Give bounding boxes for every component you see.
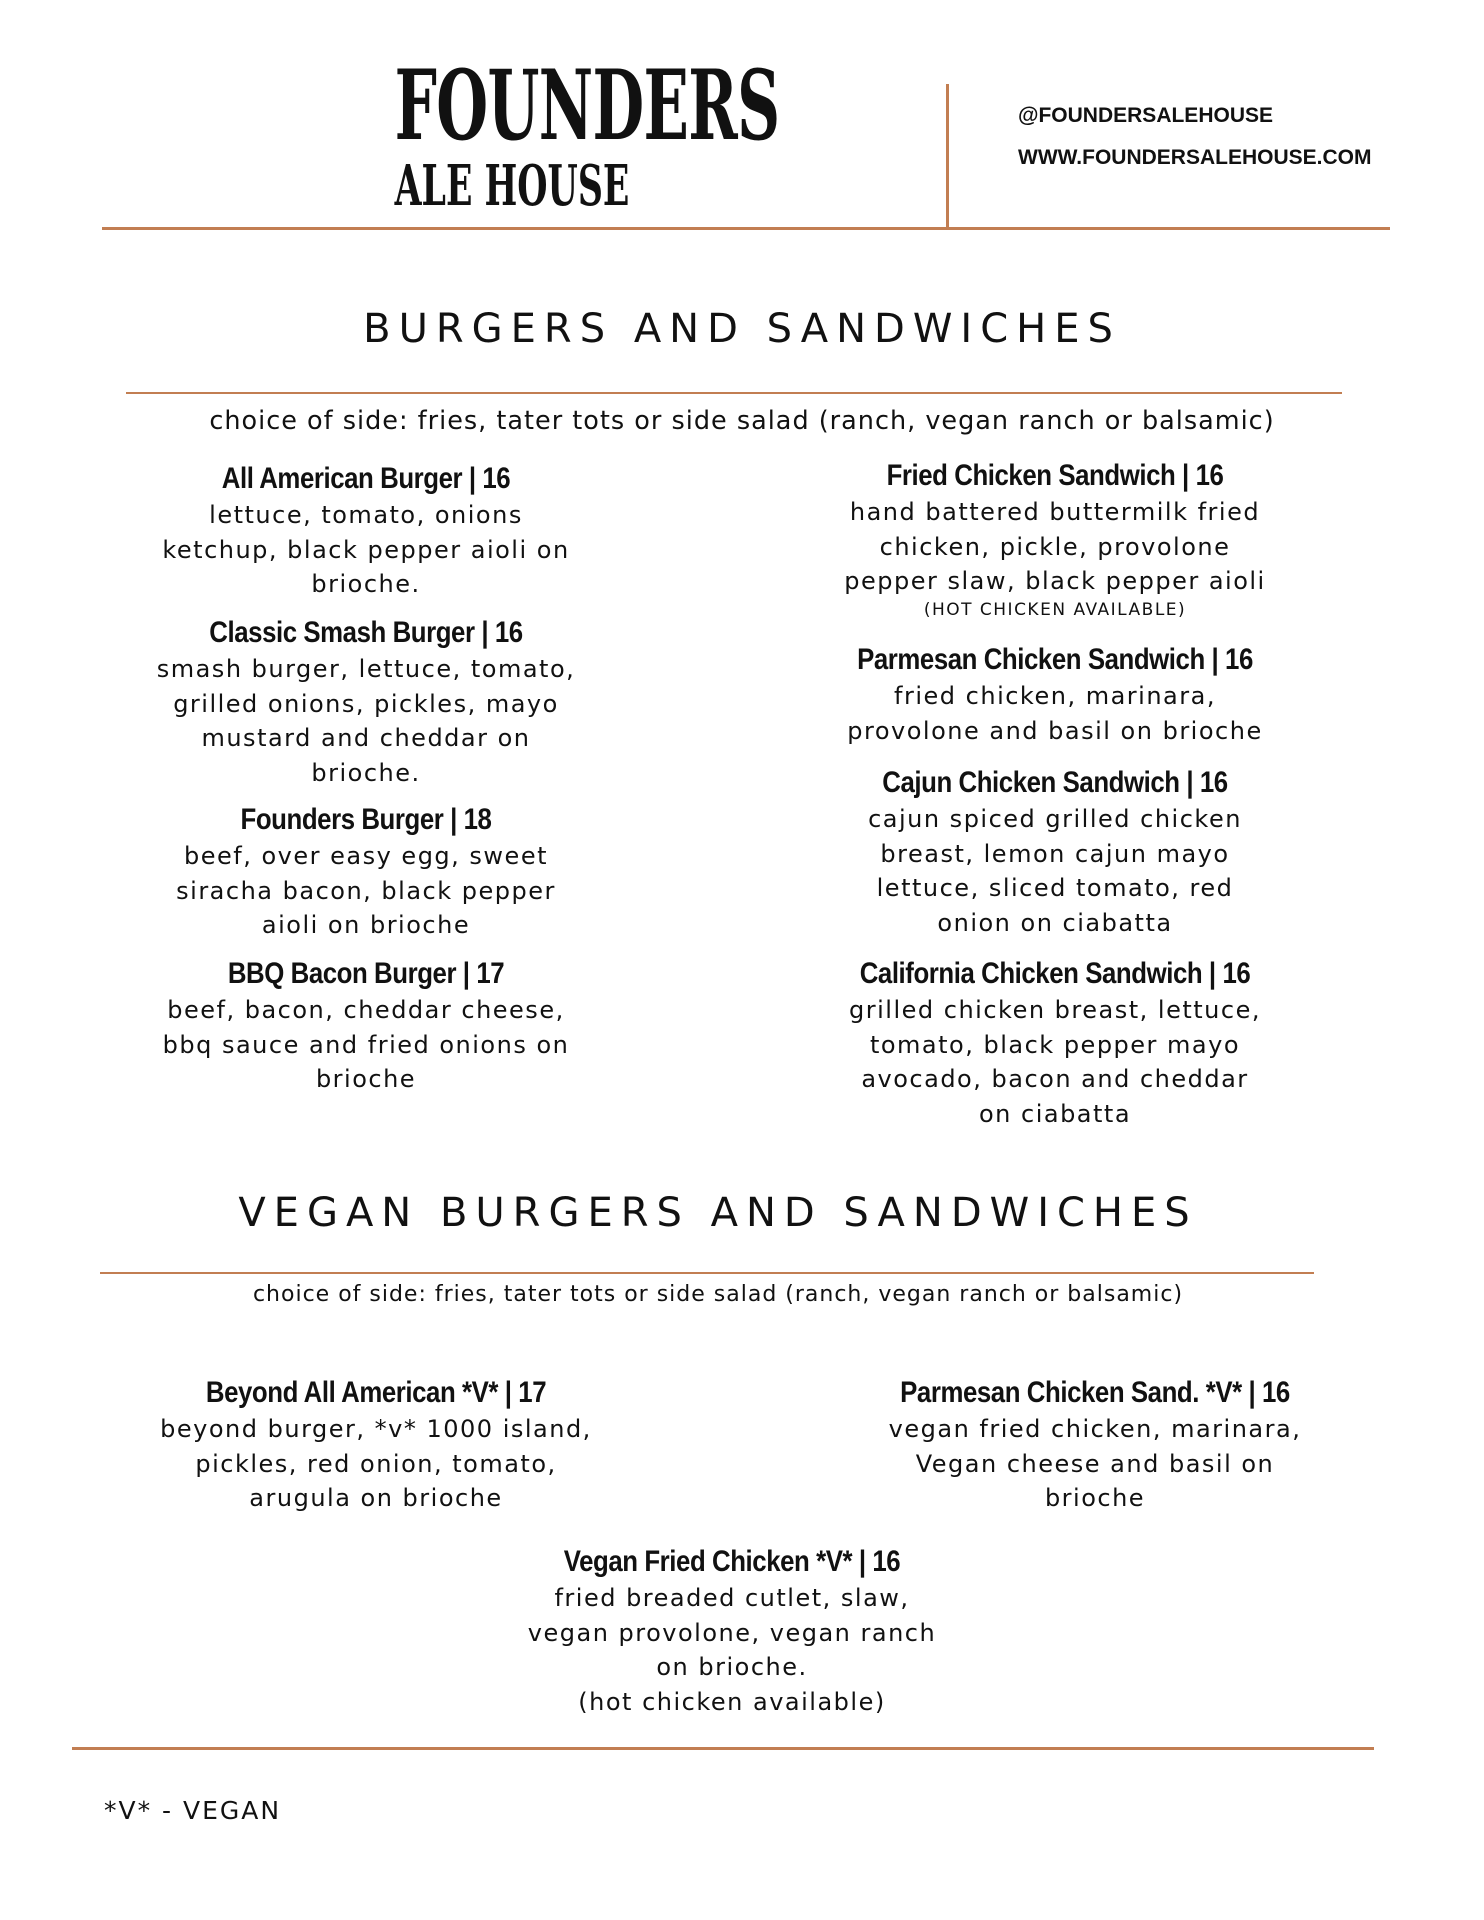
item-name: BBQ Bacon Burger | 17 <box>227 957 505 990</box>
website-url: WWW.FOUNDERSALEHOUSE.COM <box>1018 146 1372 169</box>
brand-logo-subname: ALE HOUSE <box>394 153 630 219</box>
side-choice-note: choice of side: fries, tater tots or side salad (ranch, vegan ranch or balsamic) <box>209 406 1275 436</box>
header-divider <box>102 227 1390 230</box>
section-title-vegan: VEGAN BURGERS AND SANDWICHES <box>238 1190 1198 1236</box>
item-description: grilled chicken breast, lettuce, tomato, black pepper mayo avocado, bacon and cheddar on ciabatta <box>849 996 1261 1128</box>
menu-item <box>126 1374 626 1516</box>
item-description: hand battered buttermilk fried chicken, pickle, provolone pepper slaw, black pepper aioli <box>844 498 1266 595</box>
section-divider <box>126 392 1342 394</box>
footer-divider <box>72 1747 1374 1750</box>
menu-item <box>840 1374 1350 1516</box>
item-description: fried chicken, marinara, provolone and basil on brioche <box>847 682 1263 745</box>
menu-item <box>800 457 1310 621</box>
item-name: Parmesan Chicken Sandwich | 16 <box>857 643 1253 676</box>
item-name: Fried Chicken Sandwich | 16 <box>886 459 1224 492</box>
item-note: (HOT CHICKEN AVAILABLE) <box>923 599 1187 620</box>
item-name: Parmesan Chicken Sand. *V* | 16 <box>900 1376 1290 1409</box>
item-name: Beyond All American *V* | 17 <box>205 1376 547 1409</box>
header-vertical-divider <box>946 84 949 228</box>
item-description: vegan fried chicken, marinara, Vegan cheese and basil on brioche <box>888 1415 1302 1512</box>
side-choice-note: choice of side: fries, tater tots or side salad (ranch, vegan ranch or balsamic) <box>252 1282 1184 1307</box>
section-divider <box>100 1272 1314 1274</box>
menu-item <box>116 614 616 790</box>
item-name: All American Burger | 16 <box>221 462 511 495</box>
item-name: California Chicken Sandwich | 16 <box>859 957 1251 990</box>
item-description: lettuce, tomato, onions ketchup, black pepper aioli on brioche. <box>162 501 570 598</box>
menu-item <box>116 460 616 602</box>
menu-item <box>116 801 616 943</box>
vegan-legend: *V* - VEGAN <box>104 1796 282 1825</box>
menu-item <box>482 1543 982 1719</box>
menu-item <box>116 955 616 1097</box>
brand-logo-name: FOUNDERS <box>394 49 780 162</box>
item-name: Vegan Fried Chicken *V* | 16 <box>563 1545 901 1578</box>
section-title-burgers: BURGERS AND SANDWICHES <box>363 306 1121 352</box>
item-description: cajun spiced grilled chicken breast, lemon cajun mayo lettuce, sliced tomato, red onion on ciabatta <box>868 805 1242 937</box>
item-description: smash burger, lettuce, tomato, grilled onions, pickles, mayo mustard and cheddar on brioche. <box>156 655 576 787</box>
menu-item <box>800 641 1310 748</box>
item-name: Classic Smash Burger | 16 <box>209 616 523 649</box>
item-description: beef, over easy egg, sweet siracha bacon, black pepper aioli on brioche <box>176 842 556 939</box>
item-description: beyond burger, *v* 1000 island, pickles, red onion, tomato, arugula on brioche <box>160 1415 592 1512</box>
item-name: Cajun Chicken Sandwich | 16 <box>882 766 1228 799</box>
item-name: Founders Burger | 18 <box>240 803 492 836</box>
item-description: beef, bacon, cheddar cheese, bbq sauce and fried onions on brioche <box>162 996 570 1093</box>
menu-item <box>800 955 1310 1131</box>
item-description: fried breaded cutlet, slaw, vegan provolone, vegan ranch on brioche. (hot chicken available) <box>527 1584 937 1716</box>
social-handle: @FOUNDERSALEHOUSE <box>1018 104 1273 127</box>
menu-item <box>800 764 1310 940</box>
